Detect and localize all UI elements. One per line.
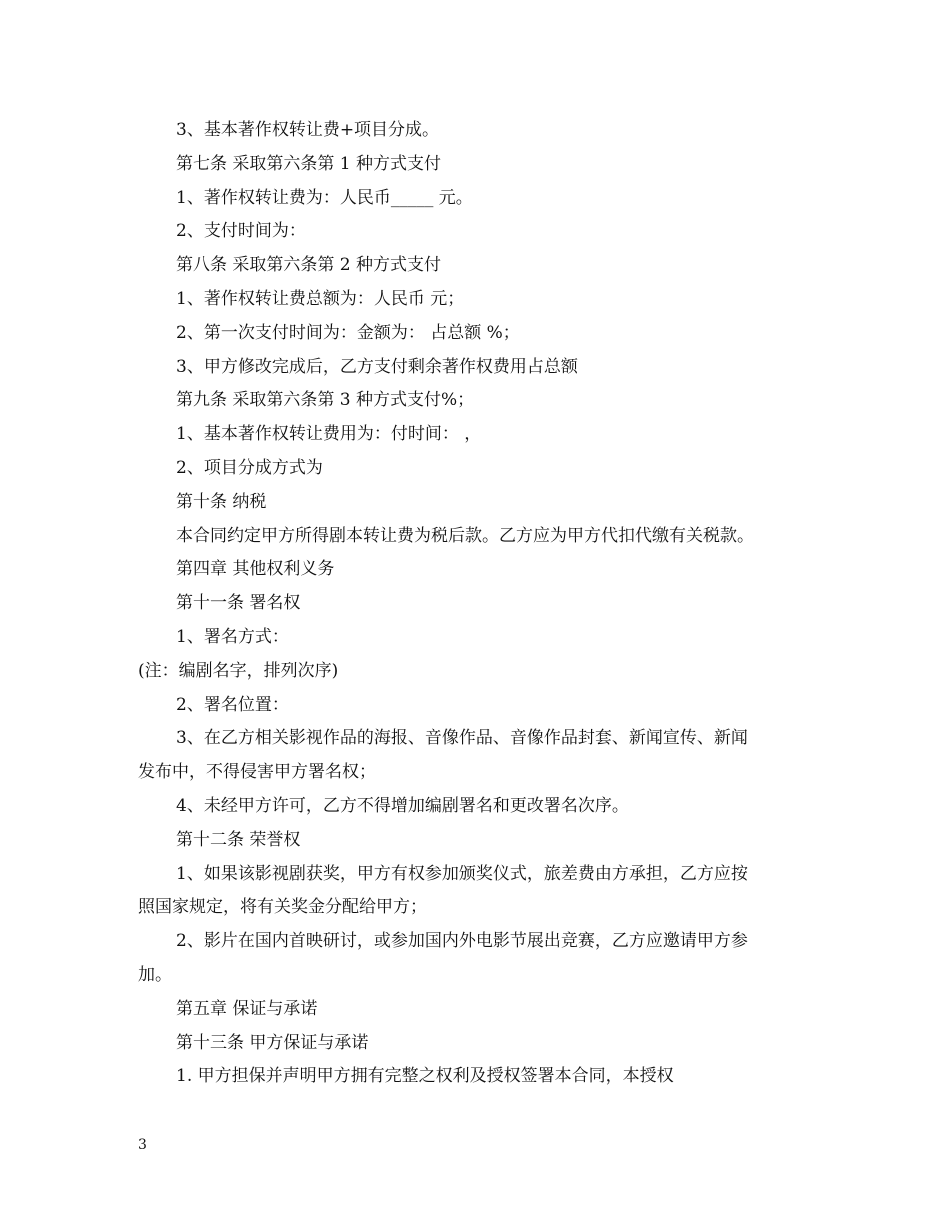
text-line: 1、著作权转让费为：人民币_____ 元。: [176, 187, 473, 208]
text-line: 1、署名方式：: [176, 626, 289, 647]
text-line: (注：编剧名字，排列次序): [138, 660, 339, 681]
text-line: 3、在乙方相关影视作品的海报、音像作品、音像作品封套、新闻宣传、新闻: [176, 728, 748, 749]
text-line: 第四章 其他权利义务: [176, 559, 335, 580]
page-number: 3: [138, 1137, 147, 1153]
text-line: 第九条 采取第六条第 3 种方式支付%；: [176, 390, 475, 411]
text-line: 1. 甲方担保并声明甲方拥有完整之权利及授权签署本合同，本授权: [176, 1066, 674, 1087]
text-line: 第七条 采取第六条第 1 种方式支付: [176, 153, 442, 174]
document-body: [138, 114, 814, 1094]
text-line: 第十一条 署名权: [176, 593, 301, 614]
text-line: 2、第一次支付时间为：金额为： 占总额 %；: [176, 322, 520, 343]
text-line: 照国家规定，将有关奖金分配给甲方；: [138, 897, 427, 918]
text-line: 1、如果该影视剧获奖，甲方有权参加颁奖仪式，旅差费由方承担，乙方应按: [176, 863, 748, 884]
text-line: 发布中，不得侵害甲方署名权；: [138, 762, 376, 783]
text-line: 本合同约定甲方所得剧本转让费为税后款。乙方应为甲方代扣代缴有关税款。: [176, 525, 754, 546]
text-line: 2、项目分成方式为: [176, 457, 323, 478]
text-line: 1、基本著作权转让费用为：付时间： ，: [176, 424, 482, 445]
text-line: 1、著作权转让费总额为：人民币 元；: [176, 288, 465, 309]
text-line: 第十条 纳税: [176, 491, 267, 512]
text-line: 2、署名位置：: [176, 694, 289, 715]
text-line: 第八条 采取第六条第 2 种方式支付: [176, 255, 442, 276]
text-line: 加。: [138, 964, 172, 985]
text-line: 2、影片在国内首映研讨，或参加国内外电影节展出竞赛，乙方应邀请甲方参: [176, 931, 748, 952]
text-line: 第十三条 甲方保证与承诺: [176, 1032, 369, 1053]
text-line: 4、未经甲方许可，乙方不得增加编剧署名和更改署名次序。: [176, 795, 629, 816]
text-line: 3、基本著作权转让费+项目分成。: [176, 120, 440, 140]
text-line: 3、甲方修改完成后，乙方支付剩余著作权费用占总额: [176, 356, 578, 377]
text-line: 第五章 保证与承诺: [176, 998, 318, 1019]
text-line: 2、支付时间为：: [176, 221, 306, 242]
text-line: 第十二条 荣誉权: [176, 829, 301, 850]
